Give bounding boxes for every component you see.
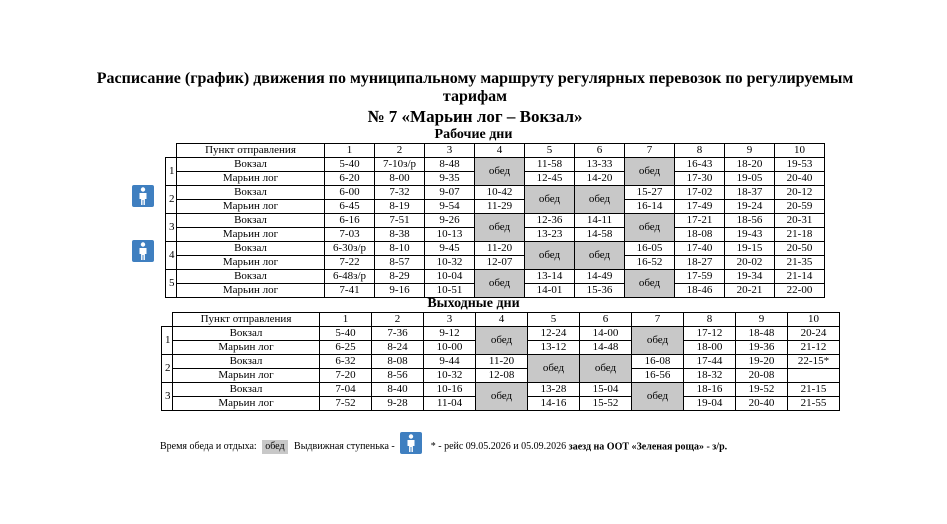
departure-time: 14-16	[528, 397, 580, 411]
departure-time: 18-32	[684, 369, 736, 383]
bus-number: 3	[166, 214, 177, 242]
person-standing-icon	[132, 240, 154, 262]
departure-time: 15-27	[625, 186, 675, 200]
departure-time: 14-01	[525, 284, 575, 298]
lunch-cell: обед	[476, 383, 528, 411]
header-trip-8: 8	[684, 313, 736, 327]
departure-time: 8-08	[372, 355, 424, 369]
departure-time: 21-15	[788, 383, 840, 397]
legend-step-text: Выдвижная ступенька -	[294, 441, 395, 452]
departure-time: 17-30	[675, 172, 725, 186]
departure-time: 21-55	[788, 397, 840, 411]
weekend-label: Выходные дни	[427, 296, 520, 311]
bus-number: 4	[166, 242, 177, 270]
header-trip-5: 5	[528, 313, 580, 327]
departure-time: 6-32	[320, 355, 372, 369]
stop-name: Вокзал	[177, 242, 325, 256]
departure-time: 7-22	[325, 256, 375, 270]
departure-time: 20-40	[775, 172, 825, 186]
stop-name: Марьин лог	[177, 228, 325, 242]
header-trip-10: 10	[788, 313, 840, 327]
legend-lunch-text: Время обеда и отдыха:	[160, 441, 257, 452]
departure-time: 17-59	[675, 270, 725, 284]
departure-time: 17-49	[675, 200, 725, 214]
departure-time: 15-36	[575, 284, 625, 298]
lunch-cell: обед	[475, 270, 525, 298]
bus-number: 3	[162, 383, 173, 411]
departure-time: 16-14	[625, 200, 675, 214]
header-trip-4: 4	[475, 144, 525, 158]
header-blank-cell	[166, 144, 177, 158]
departure-time: 20-40	[736, 397, 788, 411]
departure-time: 10-13	[425, 228, 475, 242]
departure-time: 18-16	[684, 383, 736, 397]
lunch-cell: обед	[525, 242, 575, 270]
departure-time: 15-52	[580, 397, 632, 411]
departure-time: 11-29	[475, 200, 525, 214]
header-trip-9: 9	[725, 144, 775, 158]
bus-number: 1	[166, 158, 177, 186]
departure-time: 7-03	[325, 228, 375, 242]
table-row	[166, 158, 825, 172]
departure-time: 10-42	[475, 186, 525, 200]
table-row	[166, 214, 825, 228]
departure-time: 14-58	[575, 228, 625, 242]
person-standing-icon	[132, 185, 154, 207]
stop-name: Марьин лог	[177, 256, 325, 270]
departure-time: 16-52	[625, 256, 675, 270]
stop-name: Марьин лог	[177, 172, 325, 186]
stop-name: Вокзал	[173, 327, 320, 341]
departure-time: 18-48	[736, 327, 788, 341]
stop-name: Вокзал	[177, 186, 325, 200]
departure-time: 6-48з/р	[325, 270, 375, 284]
departure-time: 19-05	[725, 172, 775, 186]
departure-time: 9-12	[424, 327, 476, 341]
departure-time: 9-54	[425, 200, 475, 214]
stop-name: Вокзал	[177, 158, 325, 172]
departure-time: 6-20	[325, 172, 375, 186]
stop-name: Марьин лог	[173, 397, 320, 411]
departure-time: 18-56	[725, 214, 775, 228]
stop-name: Вокзал	[177, 270, 325, 284]
departure-time: 21-35	[775, 256, 825, 270]
header-trip-7: 7	[632, 313, 684, 327]
departure-time: 8-40	[372, 383, 424, 397]
departure-time: 9-07	[425, 186, 475, 200]
departure-time: 19-20	[736, 355, 788, 369]
departure-time: 21-14	[775, 270, 825, 284]
bus-number: 2	[162, 355, 173, 383]
departure-time: 10-04	[425, 270, 475, 284]
departure-time: 20-24	[788, 327, 840, 341]
lunch-cell: обед	[580, 355, 632, 383]
departure-time: 9-45	[425, 242, 475, 256]
route-title: № 7 «Марьин лог – Вокзал»	[367, 107, 583, 126]
lunch-cell: обед	[475, 158, 525, 186]
departure-time: 18-00	[684, 341, 736, 355]
departure-time: 8-29	[375, 270, 425, 284]
departure-time: 17-02	[675, 186, 725, 200]
departure-time: 7-10з/р	[375, 158, 425, 172]
departure-time: 12-08	[476, 369, 528, 383]
departure-time: 21-12	[788, 341, 840, 355]
departure-time: 19-04	[684, 397, 736, 411]
weekday-schedule-table	[165, 143, 825, 298]
lunch-cell: обед	[575, 186, 625, 214]
departure-time: 14-20	[575, 172, 625, 186]
departure-time: 20-50	[775, 242, 825, 256]
departure-time: 20-59	[775, 200, 825, 214]
departure-time: 6-45	[325, 200, 375, 214]
departure-time: 17-40	[675, 242, 725, 256]
departure-time: 6-00	[325, 186, 375, 200]
lunch-cell: обед	[625, 158, 675, 186]
departure-time: 18-46	[675, 284, 725, 298]
departure-time: 11-20	[475, 242, 525, 256]
lunch-cell: обед	[528, 355, 580, 383]
departure-time: 10-16	[424, 383, 476, 397]
departure-time: 9-35	[425, 172, 475, 186]
departure-time: 18-37	[725, 186, 775, 200]
person-standing-icon	[400, 432, 422, 454]
departure-time: 22-15*	[788, 355, 840, 369]
departure-time: 6-30з/р	[325, 242, 375, 256]
departure-time: 11-04	[424, 397, 476, 411]
table-row	[166, 270, 825, 284]
departure-time: 8-48	[425, 158, 475, 172]
lunch-cell: обед	[525, 186, 575, 214]
departure-time: 7-20	[320, 369, 372, 383]
departure-time: 8-24	[372, 341, 424, 355]
title-line-1: Расписание (график) движения по муниципальному маршруту регулярных перевозок по регулируемым	[96, 70, 854, 87]
departure-time: 9-28	[372, 397, 424, 411]
departure-time: 19-53	[775, 158, 825, 172]
header-trip-6: 6	[580, 313, 632, 327]
departure-time: 7-04	[320, 383, 372, 397]
stop-name: Вокзал	[173, 383, 320, 397]
table-row	[166, 200, 825, 214]
departure-time: 18-08	[675, 228, 725, 242]
departure-time: 20-08	[736, 369, 788, 383]
departure-time: 19-15	[725, 242, 775, 256]
departure-time: 16-08	[632, 355, 684, 369]
stop-name: Марьин лог	[177, 200, 325, 214]
table-row	[166, 242, 825, 256]
header-trip-9: 9	[736, 313, 788, 327]
departure-time: 8-10	[375, 242, 425, 256]
departure-time: 7-41	[325, 284, 375, 298]
departure-time: 10-00	[424, 341, 476, 355]
lunch-cell: обед	[625, 214, 675, 242]
departure-time: 21-18	[775, 228, 825, 242]
departure-time: 17-12	[684, 327, 736, 341]
departure-time: 15-04	[580, 383, 632, 397]
departure-time: 14-48	[580, 341, 632, 355]
departure-time: 11-20	[476, 355, 528, 369]
weekday-label: Рабочие дни	[434, 127, 513, 142]
bus-number: 2	[166, 186, 177, 214]
departure-time: 20-21	[725, 284, 775, 298]
departure-time: 12-45	[525, 172, 575, 186]
departure-time: 13-33	[575, 158, 625, 172]
departure-time: 16-43	[675, 158, 725, 172]
header-trip-3: 3	[425, 144, 475, 158]
legend-lunch-swatch: обед	[262, 440, 287, 454]
bus-number: 1	[162, 327, 173, 355]
departure-time: 8-57	[375, 256, 425, 270]
table-row	[166, 186, 825, 200]
departure-time: 13-14	[525, 270, 575, 284]
departure-time: 18-20	[725, 158, 775, 172]
stop-name: Марьин лог	[173, 369, 320, 383]
legend	[160, 436, 728, 453]
legend-note: * - рейс 09.05.2026 и 05.09.2026	[430, 441, 567, 452]
table-row	[162, 355, 840, 369]
lunch-cell: обед	[632, 383, 684, 411]
header-departure-point: Пункт отправления	[177, 144, 325, 158]
table-row	[162, 369, 840, 383]
departure-time	[788, 369, 840, 383]
header-trip-2: 2	[375, 144, 425, 158]
departure-time: 7-51	[375, 214, 425, 228]
departure-time: 8-56	[372, 369, 424, 383]
departure-time: 9-16	[375, 284, 425, 298]
header-trip-4: 4	[476, 313, 528, 327]
departure-time: 7-52	[320, 397, 372, 411]
header-trip-8: 8	[675, 144, 725, 158]
departure-time: 14-00	[580, 327, 632, 341]
table-row	[166, 256, 825, 270]
lunch-cell: обед	[625, 270, 675, 298]
departure-time: 12-24	[528, 327, 580, 341]
departure-time: 12-36	[525, 214, 575, 228]
header-trip-5: 5	[525, 144, 575, 158]
header-trip-1: 1	[325, 144, 375, 158]
departure-time: 9-44	[424, 355, 476, 369]
departure-time: 11-58	[525, 158, 575, 172]
lunch-cell: обед	[476, 327, 528, 355]
departure-time: 12-07	[475, 256, 525, 270]
lunch-cell: обед	[475, 214, 525, 242]
departure-time: 10-51	[425, 284, 475, 298]
bus-number: 5	[166, 270, 177, 298]
departure-time: 20-12	[775, 186, 825, 200]
lunch-cell: обед	[575, 242, 625, 270]
table-row	[162, 327, 840, 341]
header-trip-2: 2	[372, 313, 424, 327]
legend-note-bold: заезд на ООТ «Зеленая роща» - з/р.	[568, 441, 728, 453]
departure-time: 13-12	[528, 341, 580, 355]
departure-time: 9-26	[425, 214, 475, 228]
departure-time: 13-28	[528, 383, 580, 397]
departure-time: 10-32	[425, 256, 475, 270]
departure-time: 8-00	[375, 172, 425, 186]
departure-time: 19-43	[725, 228, 775, 242]
header-trip-1: 1	[320, 313, 372, 327]
header-blank-cell	[162, 313, 173, 327]
lunch-cell: обед	[632, 327, 684, 355]
weekend-schedule-table	[161, 312, 840, 411]
departure-time: 6-16	[325, 214, 375, 228]
departure-time: 20-02	[725, 256, 775, 270]
departure-time: 14-49	[575, 270, 625, 284]
departure-time: 19-52	[736, 383, 788, 397]
departure-time: 16-05	[625, 242, 675, 256]
departure-time: 18-27	[675, 256, 725, 270]
departure-time: 8-38	[375, 228, 425, 242]
title-line-2: тарифам	[442, 88, 508, 105]
departure-time: 17-21	[675, 214, 725, 228]
header-trip-7: 7	[625, 144, 675, 158]
departure-time: 5-40	[325, 158, 375, 172]
stop-name: Марьин лог	[177, 284, 325, 298]
departure-time: 20-31	[775, 214, 825, 228]
departure-time: 14-11	[575, 214, 625, 228]
departure-time: 16-56	[632, 369, 684, 383]
header-trip-6: 6	[575, 144, 625, 158]
stop-name: Вокзал	[177, 214, 325, 228]
departure-time: 17-44	[684, 355, 736, 369]
departure-time: 13-23	[525, 228, 575, 242]
departure-time: 19-36	[736, 341, 788, 355]
departure-time: 5-40	[320, 327, 372, 341]
departure-time: 8-19	[375, 200, 425, 214]
departure-time: 6-25	[320, 341, 372, 355]
departure-time: 19-24	[725, 200, 775, 214]
header-departure-point: Пункт отправления	[173, 313, 320, 327]
header-trip-3: 3	[424, 313, 476, 327]
departure-time: 19-34	[725, 270, 775, 284]
stop-name: Вокзал	[173, 355, 320, 369]
departure-time: 7-36	[372, 327, 424, 341]
stop-name: Марьин лог	[173, 341, 320, 355]
header-trip-10: 10	[775, 144, 825, 158]
departure-time: 7-32	[375, 186, 425, 200]
table-row	[162, 383, 840, 397]
departure-time: 22-00	[775, 284, 825, 298]
departure-time: 10-32	[424, 369, 476, 383]
